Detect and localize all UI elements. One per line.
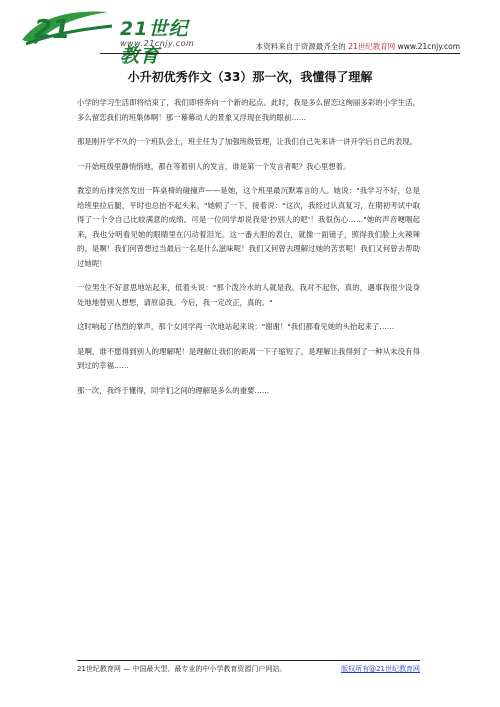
paragraph: 那是刚开学不久的一个班队会上，班主任为了加强班级管理，让我们自己先来讲一讲开学后自己的表现。 xyxy=(77,137,417,146)
essay-title: 小升初优秀作文（33）那一次，我懂得了理解 xyxy=(127,70,373,84)
paragraph: 一位男生不好意思地站起来，低着头说："那个泼冷水的人就是我。我对不起你，真的，遇事我很少设身处地地替别人想想，请原谅我。今后，我一定改正，真的。" xyxy=(77,283,420,307)
logo-text: 21世纪教育 xyxy=(120,18,189,67)
logo-url: www.21cnjy.com xyxy=(120,39,195,48)
paragraph: 一开始班级里静悄悄地，都在等着别人的发言，谁是第一个发言者呢？我心里想着。 xyxy=(77,161,351,171)
footer-left-text: 21世纪教育网 — 中国最大型、最专业的中小学教育资源门户网站。 xyxy=(77,665,287,673)
header-source-note: 本资料来自于资源最齐全的 21世纪教育网 www.21cnjy.com xyxy=(255,42,460,51)
paragraph: 这时响起了热烈的掌声，那个女同学再一次地站起来说："谢谢！"我们都看见她的头抬起来了…… xyxy=(77,322,395,331)
header-site-link[interactable]: 21世纪教育网 xyxy=(348,42,396,51)
page-header xyxy=(0,0,500,67)
page-footer xyxy=(77,664,420,674)
header-site-url[interactable]: www.21cnjy.com xyxy=(397,42,460,51)
paragraph: 教室的后排突然发出一阵桌椅的碰撞声——是她，这个班里最沉默寡言的人。她说："我学习不好，总是给班里拉后腿，平时也总抬不起头来。"她顿了一下，接着说："这次，我经过认真复习，在期初考试中取得了一个令自己比较满意的成绩。可是一位同学却说我是'抄别人的吧'！我很伤心……"她的声音哽咽起来，我也分明看见她的眼睛里在闪动着泪光。这一番大胆的表白，就像一面镜子，照得我们脸上火辣辣的。是啊！我们何曾想过当最后一名是什么滋味呢！我们又何曾去理解过她的苦衷呢！我们又何曾去帮助过她呢！ xyxy=(77,186,420,268)
paragraph: 是啊，谁不愿得到别人的理解呢！是理解让我们的距离一下子缩短了，是理解让我得到了一种从未没有得到过的幸福…… xyxy=(77,346,420,370)
paragraph: 小学的学习生活即将结束了，我们即将奔向一个新的起点。此时，我是多么留恋这绚丽多彩的小学生活，多么留恋我们的班集体啊！那一幕幕动人的景象又浮现在我的眼前…… xyxy=(77,98,420,122)
header-divider xyxy=(100,53,460,54)
logo-figure-icon xyxy=(16,6,116,50)
site-logo xyxy=(16,6,206,67)
footer-divider xyxy=(77,660,420,661)
svg-text:21: 21 xyxy=(34,15,71,45)
essay-body xyxy=(77,96,420,408)
paragraph: 那一次，我终于懂得，同学们之间的理解是多么的重要…… xyxy=(77,385,270,395)
footer-copyright xyxy=(341,664,420,674)
footer-copyright-link[interactable]: 版权所有@21世纪教育网 xyxy=(341,665,420,673)
